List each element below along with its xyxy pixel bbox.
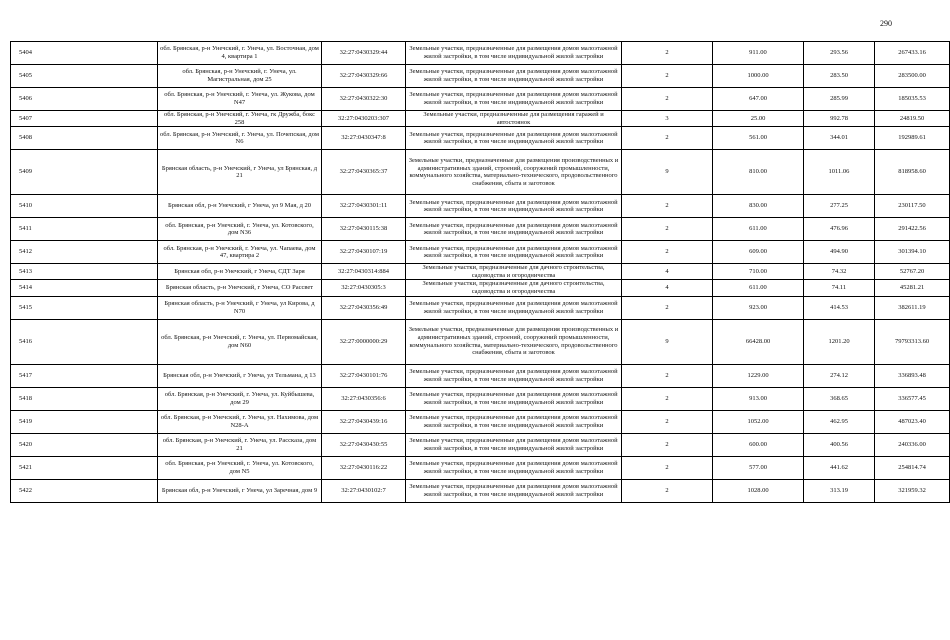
area-cell: 1028.00 [713, 479, 804, 502]
table-row [11, 280, 950, 296]
cadastral-number-cell: 32:27:0430102:7 [322, 479, 406, 502]
area-cell: 810.00 [713, 150, 804, 195]
address-cell: обл. Брянская, р-н Унечский, г. Унеча, ул. Чапаева, дом 47, квартира 2 [158, 241, 322, 264]
row-number-cell: 5421 [11, 456, 158, 479]
cadastral-number-cell: 32:27:0430203:307 [322, 111, 406, 127]
area-cell: 609.00 [713, 241, 804, 264]
address-cell: обл. Брянская, р-н Унечский, г. Унеча, ул. Котовского, дом N36 [158, 218, 322, 241]
cadastral-value-cell: 818958.60 [875, 150, 950, 195]
cadastral-value-cell: 185035.53 [875, 88, 950, 111]
table-row [11, 218, 950, 241]
unit-value-cell: 368.65 [804, 387, 875, 410]
cadastral-number-cell: 32:27:0430107:19 [322, 241, 406, 264]
cadastral-value-cell: 321959.32 [875, 479, 950, 502]
group-number-cell: 2 [622, 433, 713, 456]
land-use-cell: Земельные участки, предназначенные для размещения домов малоэтажной жилой застройки, в том числе индивидуальной жилой застройки [406, 127, 622, 150]
cadastral-value-cell: 283500.00 [875, 65, 950, 88]
cadastral-number-cell: 32:27:0430430:55 [322, 433, 406, 456]
land-use-cell: Земельные участки, предназначенные для размещения гаражей и автостоянок [406, 111, 622, 127]
table-row [11, 264, 950, 280]
area-cell: 913.00 [713, 387, 804, 410]
row-number-cell: 5416 [11, 319, 158, 364]
address-cell: обл. Брянская, р-н Унечский, г. Унеча, ул. Почепская, дом N6 [158, 127, 322, 150]
unit-value-cell: 277.25 [804, 195, 875, 218]
unit-value-cell: 283.50 [804, 65, 875, 88]
cadastral-number-cell: 32:27:0430439:16 [322, 410, 406, 433]
land-use-cell: Земельные участки, предназначенные для размещения домов малоэтажной жилой застройки, в том числе индивидуальной жилой застройки [406, 218, 622, 241]
row-number-cell: 5412 [11, 241, 158, 264]
land-use-cell: Земельные участки, предназначенные для размещения домов малоэтажной жилой застройки, в том числе индивидуальной жилой застройки [406, 410, 622, 433]
unit-value-cell: 313.19 [804, 479, 875, 502]
cadastral-number-cell: 32:27:0430101:76 [322, 364, 406, 387]
unit-value-cell: 462.95 [804, 410, 875, 433]
page-number: 290 [880, 19, 892, 28]
land-use-cell: Земельные участки, предназначенные для дачного строительства, садоводства и огородничества [406, 280, 622, 296]
area-cell: 611.00 [713, 280, 804, 296]
cadastral-value-cell: 336893.48 [875, 364, 950, 387]
land-use-cell: Земельные участки, предназначенные для размещения домов малоэтажной жилой застройки, в том числе индивидуальной жилой застройки [406, 88, 622, 111]
cadastral-value-cell: 382611.19 [875, 296, 950, 319]
area-cell: 577.00 [713, 456, 804, 479]
row-number-cell: 5409 [11, 150, 158, 195]
group-number-cell: 9 [622, 319, 713, 364]
unit-value-cell: 344.01 [804, 127, 875, 150]
unit-value-cell: 285.99 [804, 88, 875, 111]
group-number-cell: 2 [622, 195, 713, 218]
address-cell: Брянская область, р-н Унечский, г Унеча, СО Рассвет [158, 280, 322, 296]
unit-value-cell: 494.90 [804, 241, 875, 264]
group-number-cell: 2 [622, 88, 713, 111]
table-row [11, 479, 950, 502]
area-cell: 611.00 [713, 218, 804, 241]
cadastral-value-cell: 267433.16 [875, 42, 950, 65]
group-number-cell: 2 [622, 218, 713, 241]
unit-value-cell: 476.96 [804, 218, 875, 241]
table-row [11, 42, 950, 65]
unit-value-cell: 293.56 [804, 42, 875, 65]
row-number-cell: 5407 [11, 111, 158, 127]
row-number-cell: 5406 [11, 88, 158, 111]
table-row [11, 111, 950, 127]
land-use-cell: Земельные участки, предназначенные для размещения домов малоэтажной жилой застройки, в том числе индивидуальной жилой застройки [406, 364, 622, 387]
table-row [11, 410, 950, 433]
address-cell: Брянская обл, р-н Унечский, г Унеча, СДТ Заря [158, 264, 322, 280]
cadastral-value-cell: 240336.00 [875, 433, 950, 456]
table-row [11, 387, 950, 410]
address-cell: обл. Брянская, р-н Унечский, г. Унеча, гк Дружба, бокс 258 [158, 111, 322, 127]
table-row [11, 241, 950, 264]
group-number-cell: 9 [622, 150, 713, 195]
cadastral-value-cell: 192989.61 [875, 127, 950, 150]
row-number-cell: 5410 [11, 195, 158, 218]
unit-value-cell: 441.62 [804, 456, 875, 479]
cadastral-value-cell: 52767.20 [875, 264, 950, 280]
area-cell: 1000.00 [713, 65, 804, 88]
row-number-cell: 5404 [11, 42, 158, 65]
cadastral-number-cell: 32:27:0430329:44 [322, 42, 406, 65]
cadastral-value-cell: 230117.50 [875, 195, 950, 218]
area-cell: 600.00 [713, 433, 804, 456]
group-number-cell: 2 [622, 296, 713, 319]
group-number-cell: 2 [622, 479, 713, 502]
land-use-cell: Земельные участки, предназначенные для размещения домов малоэтажной жилой застройки, в том числе индивидуальной жилой застройки [406, 195, 622, 218]
area-cell: 66428.00 [713, 319, 804, 364]
land-use-cell: Земельные участки, предназначенные для размещения домов малоэтажной жилой застройки, в том числе индивидуальной жилой застройки [406, 433, 622, 456]
cadastral-number-cell: 32:27:0430314:884 [322, 264, 406, 280]
table-row [11, 65, 950, 88]
cadastral-value-cell: 24819.50 [875, 111, 950, 127]
area-cell: 25.00 [713, 111, 804, 127]
row-number-cell: 5419 [11, 410, 158, 433]
table-row [11, 88, 950, 111]
address-cell: обл. Брянская, р-н Унечский, г. Унеча, ул. Куйбышева, дом 29 [158, 387, 322, 410]
area-cell: 561.00 [713, 127, 804, 150]
cadastral-value-cell: 79793313.60 [875, 319, 950, 364]
group-number-cell: 2 [622, 364, 713, 387]
row-number-cell: 5418 [11, 387, 158, 410]
cadastral-number-cell: 32:27:0000000:29 [322, 319, 406, 364]
address-cell: Брянская обл, р-н Унечский, г Унеча, ул 9 Мая, д 20 [158, 195, 322, 218]
land-use-cell: Земельные участки, предназначенные для размещения домов малоэтажной жилой застройки, в том числе индивидуальной жилой застройки [406, 456, 622, 479]
group-number-cell: 4 [622, 264, 713, 280]
address-cell: обл. Брянская, р-н Унечский, г. Унеча, ул. Рассказа, дом 21 [158, 433, 322, 456]
land-use-cell: Земельные участки, предназначенные для размещения домов малоэтажной жилой застройки, в том числе индивидуальной жилой застройки [406, 65, 622, 88]
cadastral-number-cell: 32:27:0430301:11 [322, 195, 406, 218]
land-use-cell: Земельные участки, предназначенные для размещения производственных и административных зданий, строений, сооружений промышленности, коммунального хозяйства, материально-технического, продовольственного снабжения, сбыта и заготовок [406, 150, 622, 195]
row-number-cell: 5405 [11, 65, 158, 88]
table-row [11, 433, 950, 456]
table-row [11, 296, 950, 319]
cadastral-value-table [10, 41, 950, 503]
address-cell: Брянская область, р-н Унечский, г Унеча, ул Кирова, д N70 [158, 296, 322, 319]
group-number-cell: 2 [622, 456, 713, 479]
cadastral-number-cell: 32:27:0430356:6 [322, 387, 406, 410]
row-number-cell: 5408 [11, 127, 158, 150]
area-cell: 1052.00 [713, 410, 804, 433]
address-cell: Брянская обл, р-н Унечский, г Унеча, ул Заречная, дом 9 [158, 479, 322, 502]
land-use-cell: Земельные участки, предназначенные для размещения производственных и административных зданий, строений, сооружений промышленности, коммунального хозяйства, материально-технического, продовольственного снабжения, сбыта и заготовок [406, 319, 622, 364]
cadastral-number-cell: 32:27:0430347:8 [322, 127, 406, 150]
land-use-cell: Земельные участки, предназначенные для размещения домов малоэтажной жилой застройки, в том числе индивидуальной жилой застройки [406, 296, 622, 319]
unit-value-cell: 400.56 [804, 433, 875, 456]
cadastral-number-cell: 32:27:0430356:49 [322, 296, 406, 319]
group-number-cell: 2 [622, 127, 713, 150]
row-number-cell: 5417 [11, 364, 158, 387]
table-row [11, 319, 950, 364]
area-cell: 1229.00 [713, 364, 804, 387]
address-cell: Брянская обл, р-н Унечский, г Унеча, ул Тельмана, д 13 [158, 364, 322, 387]
group-number-cell: 3 [622, 111, 713, 127]
unit-value-cell: 414.53 [804, 296, 875, 319]
cadastral-number-cell: 32:27:0430365:37 [322, 150, 406, 195]
unit-value-cell: 1201.20 [804, 319, 875, 364]
cadastral-value-cell: 254814.74 [875, 456, 950, 479]
address-cell: Брянская область, р-н Унечский, г Унеча, ул Брянская, д 21 [158, 150, 322, 195]
land-use-cell: Земельные участки, предназначенные для размещения домов малоэтажной жилой застройки, в том числе индивидуальной жилой застройки [406, 387, 622, 410]
area-cell: 647.00 [713, 88, 804, 111]
table-row [11, 456, 950, 479]
area-cell: 710.00 [713, 264, 804, 280]
cadastral-value-cell: 487023.40 [875, 410, 950, 433]
area-cell: 923.00 [713, 296, 804, 319]
row-number-cell: 5414 [11, 280, 158, 296]
cadastral-number-cell: 32:27:0430305:3 [322, 280, 406, 296]
address-cell: обл. Брянская, р-н Унечский, г. Унеча, ул. Нахимова, дом N28-А [158, 410, 322, 433]
land-use-cell: Земельные участки, предназначенные для размещения домов малоэтажной жилой застройки, в том числе индивидуальной жилой застройки [406, 241, 622, 264]
row-number-cell: 5415 [11, 296, 158, 319]
area-cell: 830.00 [713, 195, 804, 218]
address-cell: обл. Брянская, р-н Унечский, г. Унеча, ул. Жукова, дом N47 [158, 88, 322, 111]
row-number-cell: 5420 [11, 433, 158, 456]
cadastral-value-cell: 45281.21 [875, 280, 950, 296]
cadastral-number-cell: 32:27:0430322:30 [322, 88, 406, 111]
group-number-cell: 2 [622, 42, 713, 65]
land-use-cell: Земельные участки, предназначенные для дачного строительства, садоводства и огородничества [406, 264, 622, 280]
address-cell: обл. Брянская, р-н Унечский, г. Унеча, ул. Первомайская, дом N60 [158, 319, 322, 364]
cadastral-number-cell: 32:27:0430116:22 [322, 456, 406, 479]
table-row [11, 364, 950, 387]
cadastral-value-cell: 336577.45 [875, 387, 950, 410]
unit-value-cell: 1011.06 [804, 150, 875, 195]
table-row [11, 127, 950, 150]
table-row [11, 195, 950, 218]
group-number-cell: 2 [622, 387, 713, 410]
land-use-cell: Земельные участки, предназначенные для размещения домов малоэтажной жилой застройки, в том числе индивидуальной жилой застройки [406, 479, 622, 502]
address-cell: обл. Брянская, р-н Унечский, г. Унеча, ул. Котовского, дом N5 [158, 456, 322, 479]
land-use-cell: Земельные участки, предназначенные для размещения домов малоэтажной жилой застройки, в том числе индивидуальной жилой застройки [406, 42, 622, 65]
group-number-cell: 4 [622, 280, 713, 296]
unit-value-cell: 74.11 [804, 280, 875, 296]
cadastral-value-cell: 301394.10 [875, 241, 950, 264]
cadastral-number-cell: 32:27:0430115:38 [322, 218, 406, 241]
address-cell: обл. Брянская, р-н Унечский, г. Унеча, ул. Магистральная, дом 25 [158, 65, 322, 88]
row-number-cell: 5413 [11, 264, 158, 280]
row-number-cell: 5411 [11, 218, 158, 241]
group-number-cell: 2 [622, 65, 713, 88]
row-number-cell: 5422 [11, 479, 158, 502]
cadastral-value-cell: 291422.56 [875, 218, 950, 241]
area-cell: 911.00 [713, 42, 804, 65]
address-cell: обл. Брянская, р-н Унечский, г. Унеча, ул. Восточная, дом 4, квартира 1 [158, 42, 322, 65]
group-number-cell: 2 [622, 241, 713, 264]
cadastral-number-cell: 32:27:0430329:66 [322, 65, 406, 88]
unit-value-cell: 274.12 [804, 364, 875, 387]
table-row [11, 150, 950, 195]
unit-value-cell: 74.32 [804, 264, 875, 280]
unit-value-cell: 992.78 [804, 111, 875, 127]
group-number-cell: 2 [622, 410, 713, 433]
